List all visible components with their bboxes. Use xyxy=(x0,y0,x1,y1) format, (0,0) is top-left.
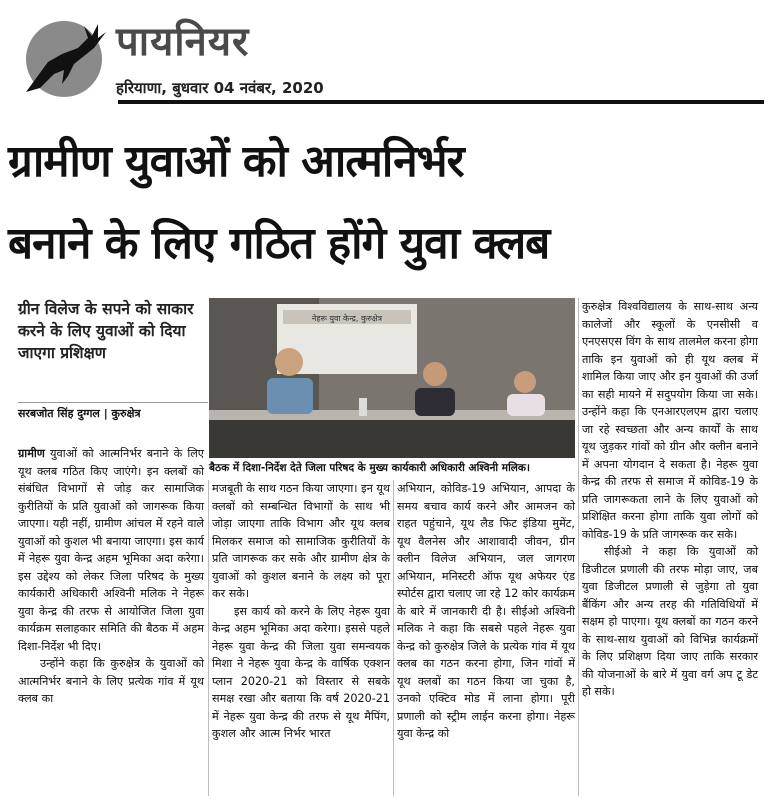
article-column-2 xyxy=(212,480,390,743)
photo-illustration xyxy=(209,298,575,458)
masthead-rule xyxy=(118,100,764,104)
headline-line-2: बनाने के लिए गठित होंगे युवा क्लब xyxy=(8,218,550,269)
byline: सरबजोत सिंह दुग्गल | कुरुक्षेत्र xyxy=(18,402,208,421)
photo-caption: बैठक में दिशा-निर्देश देते जिला परिषद के मुख्य कार्यकारी अधिकारी अश्विनी मलिक। xyxy=(209,462,530,474)
article-column-1 xyxy=(18,445,204,708)
article-column-3 xyxy=(397,480,575,743)
meeting-photo xyxy=(209,298,575,458)
column-divider xyxy=(578,298,579,796)
article-column-4 xyxy=(582,298,758,701)
paragraph: कुरुक्षेत्र विश्वविद्यालय के साथ-साथ अन्य कालेजों और स्कूलों के एनसीसी व एनएसएस विंग के साथ तालमेल करना होगा ताकि इन युवाओं को ही यूथ क्लब में शामिल किया जाए और इन युवाओं की उर्जा का सही मायने में सदुपयोग किया जा सके। उन्होंने कहा कि एनआरएलएम द्वारा चलाए जा रहे स्वच्छता और अन्य कार्यों के साथ यूथ जुड़कर गांवों को ग्रीन और क्लीन बनाने में अपना योगदान दे सकता है। नेहरू युवा केन्द्र की तरफ से समाज में कोविड-19 के प्रति जागरूकता लाने के लिए युवाओं को प्रशिक्षित करना होगा ताकि युवा लोगों को कोविड-19 के प्रति जागरूक कर सके। xyxy=(582,300,758,541)
deer-logo-icon xyxy=(18,18,110,100)
paragraph: इस कार्य को करने के लिए नेहरू युवा केन्द्र अहम भूमिका अदा करेगा। इससे पहले नेहरू युवा केन्द्र की जिला युवा समन्वयक मिशा ने नेहरू युवा केन्द्र के वार्षिक एक्शन प्लान 2020-21 को विस्तार से सबके समक्ष रखा और बताया कि वर्ष 2020-21 में नेहरू युवा केन्द्र की तरफ से यूथ मैपिंग, कुशल और आत्म निर्भर भारत xyxy=(212,604,390,740)
headline-line-1: ग्रामीण युवाओं को आत्मनिर्भर xyxy=(8,136,464,187)
paragraph: सीईओ ने कहा कि युवाओं को डिजीटल प्रणाली की तरफ मोड़ा जाए, जब युवा डिजीटल प्रणाली से जुड़ेगा तो युवा बैंकिंग और अन्य तरह की गतिविधियों में सक्षम हो पाएगा। यूथ क्लबों का गठन करने के साथ-साथ युवाओं को विभिन्न कार्यक्रमों के लिए प्रशिक्षण दिया जाए ताकि सरकार की योजनाओं के बारे में युवा वर्ग अप टू डेट हो सके। xyxy=(582,545,758,698)
column-divider xyxy=(208,480,209,796)
newspaper-brand: पायनियर xyxy=(116,18,250,65)
paragraph: युवाओं को आत्मनिर्भर बनाने के लिए यूथ क्लब गठित किए जाएंगे। इन क्लबों को संबंधित विभागों से जोड़ कर सामाजिक कुरीतियों के प्रति युवाओं को जागरूक किया जाएगा। यही नहीं, ग्रामीण आंचल में रहने वाले युवाओं को कुशल भी बनाया जाएगा। इस कार्य में नेहरू युवा केन्द्र अहम भूमिका अदा करेगा। इस उद्देश्य को लेकर जिला परिषद के मुख्य कार्यकारी अधिकारी अश्विनी मलिक ने नेहरू युवा केन्द्र की तरफ से आयोजित जिला युवा कार्यक्रम सलाहकार समिति की बैठक में अहम दिशा-निर्देश भी दिए। xyxy=(18,447,204,653)
paragraph: उन्होंने कहा कि कुरुक्षेत्र के युवाओं को आत्मनिर्भर बनाने के लिए प्रत्येक गांव में यूथ क्लब का xyxy=(18,657,204,705)
column-divider xyxy=(393,480,394,796)
paragraph: मजबूती के साथ गठन किया जाएगा। इन यूथ क्लबों को सम्बन्धित विभागों के साथ भी जोड़ा जाएगा ताकि विभाग और यूथ क्लब मिलकर समाज को सामाजिक कुरीतियों के प्रति जागरूक कर सके और ग्रामीण क्षेत्र के युवाओं को कुशल बनाने के लक्ष्य को पूरा कर सके। xyxy=(212,482,390,600)
lead-word: ग्रामीण xyxy=(18,447,45,460)
dateline: हरियाणा, बुधवार 04 नवंबर, 2020 xyxy=(116,79,324,97)
photo-banner-text: नेहरू युवा केन्द्र, कुरुक्षेत्र xyxy=(311,314,383,323)
masthead xyxy=(0,0,768,108)
subheading: ग्रीन विलेज के सपने को साकार करने के लिए युवाओं को दिया जाएगा प्रशिक्षण xyxy=(18,300,194,362)
paragraph: अभियान, कोविड-19 अभियान, आपदा के समय बचाव कार्य करने और आमजन को राहत पहुंचाने, यूथ लैड फिट इंडिया मुमेंट, यूथ वैलनेस और आशावादी जीवन, ग्रीन क्लीन विलेज अभियान, जल जागरण अभियान, मनिस्टरी ऑफ यूथ अफेयर एंड स्पोर्टस द्वारा चलाए जा रहे 12 कोर कार्यक्रम के बारे में जानकारी दी है। सीईओ अश्विनी मलिक ने कहा कि सबसे पहले नेहरू युवा केन्द्र को कुरुक्षेत्र जिले के प्रत्येक गांव में यूथ क्लब का गठन करना होगा, जिन गांवों में यूथ क्लबों का गठन किया जा चुका है, उनको एक्टिव मोड में लाना होगा। पूरी प्रणाली को स्ट्रीम लाईन करना होगा। नेहरू युवा केन्द्र को xyxy=(397,482,575,740)
